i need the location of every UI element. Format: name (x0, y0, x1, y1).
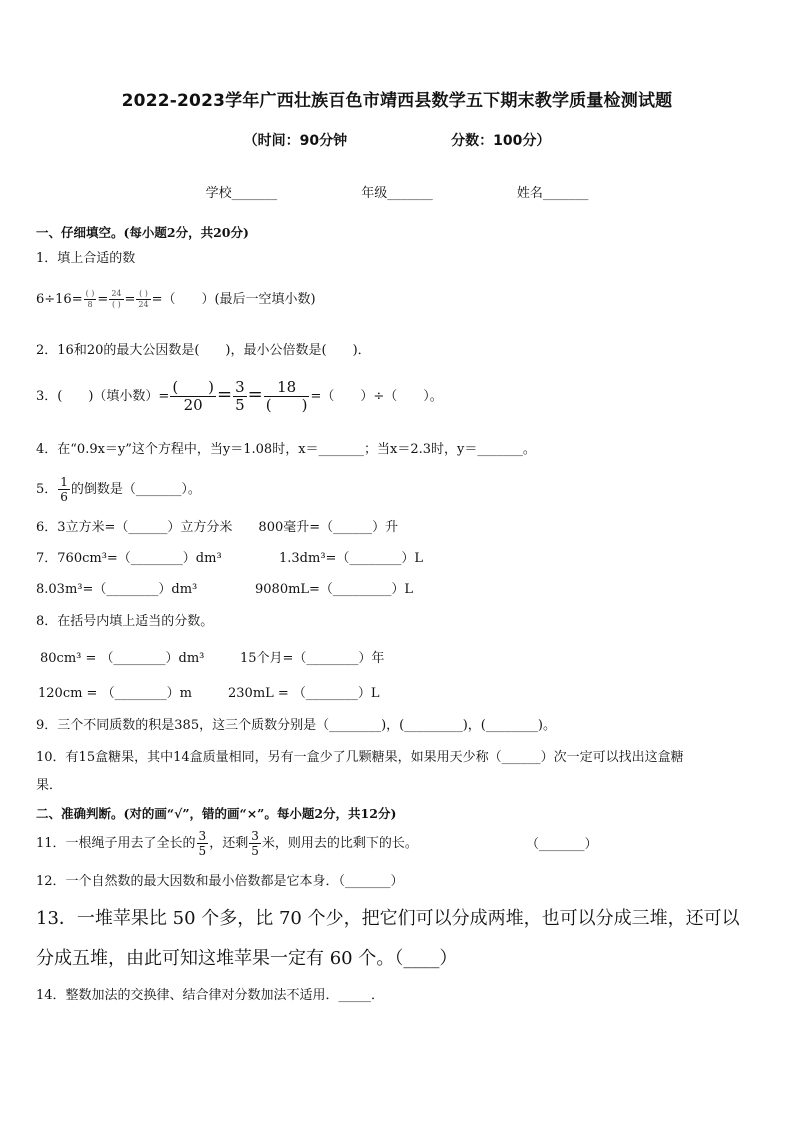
question-8-row2-right: 230mL = （________）L (228, 686, 380, 701)
q11-mid: ，还剩 (209, 836, 249, 851)
page-title: 2022-2023学年广西壮族百色市靖西县数学五下期末教学质量检测试题 (121, 91, 673, 111)
question-4: 4．在“0.9x＝y”这个方程中，当y＝1.08时，x＝_______；当x＝2.3时，y＝_______。 (36, 442, 536, 457)
school-field[interactable]: 学校_______ (205, 186, 278, 201)
q3-fraction-2: $\frac{3}{5}$ (235, 378, 245, 414)
q5-fraction: $\frac{1}{6}$ (60, 475, 68, 504)
question-3: 3．( )（填小数）= $\frac{( )}{20}$ = $\frac{3}{5}$ = $\frac{18}{( )}$ =（ ）÷（ ）。 (36, 378, 443, 414)
question-11-answer-blank[interactable]: （_______） (526, 837, 598, 852)
question-7b-left: 8.03m³=（________）dm³ (36, 582, 198, 597)
question-11 (36, 830, 418, 857)
q5-suffix: 的倒数是（_______）。 (70, 482, 201, 497)
score-label: 分数：100分） (451, 133, 551, 149)
section-2-heading: 二、准确判断。(对的画“√”，错的画“×”。每小题2分，共12分) (36, 806, 397, 821)
q11-fraction-1: $\frac{3}{5}$ (198, 829, 207, 858)
q3-prefix: 3．( )（填小数）= (36, 389, 170, 404)
q1-fraction-3: $\frac{( )}{24}$ (138, 289, 149, 309)
q11-fraction-2: $\frac{3}{5}$ (251, 829, 259, 858)
grade-field[interactable]: 年级_______ (361, 186, 433, 201)
question-8-label: 8．在括号内填上适当的分数。 (36, 614, 214, 629)
time-label: （时间：90分钟 (243, 133, 348, 149)
q1-fraction-2: $\frac{24}{( )}$ (111, 289, 122, 309)
question-9: 9．三个不同质数的积是385，这三个质数分别是（________)，(_________)，(________)。 (36, 718, 556, 733)
question-14: 14．整数加法的交换律、结合律对分数加法不适用．_____． (36, 988, 385, 1003)
question-13-line1: 13．一堆苹果比 50 个多，比 70 个少，把它们可以分成两堆，也可以分成三堆，还可以 (36, 908, 740, 929)
question-10-line2: 果． (36, 778, 63, 793)
question-8-row1-left: 80cm³ = （________）dm³ (40, 651, 205, 666)
question-1-equation: 6÷16= $\frac{( )}{8}$ = $\frac{24}{( )}$ = $\frac{( )}{24}$ =（ ）(最后一空填小数) (36, 289, 316, 309)
question-8-row2-left: 120cm = （________）m (38, 686, 192, 701)
question-7a-right: 1.3dm³=（________）L (279, 551, 424, 566)
q3-fraction-3: $\frac{18}{( )}$ (265, 378, 308, 414)
section-1-heading: 一、仔细填空。(每小题2分，共20分) (36, 225, 249, 240)
q3-fraction-1: $\frac{( )}{20}$ (172, 378, 215, 414)
question-5 (36, 476, 201, 503)
question-10-line1: 10．有15盒糖果，其中14盒质量相同，另有一盒少了几颗糖果，如果用天少称（______）次一定可以找出这盒糖 (36, 750, 684, 765)
q3-suffix: =（ ）÷（ ）。 (310, 389, 443, 404)
question-6: 6．3立方米=（______）立方分米 800毫升=（______）升 (36, 520, 399, 535)
student-info (0, 182, 794, 201)
q1-fraction-1: $\frac{( )}{8}$ (85, 289, 95, 309)
q11-prefix: 11．一根绳子用去了全长的 (36, 836, 196, 851)
exam-meta (0, 130, 794, 150)
q1-suffix: =（ ）(最后一空填小数) (151, 292, 316, 307)
name-field[interactable]: 姓名_______ (516, 186, 589, 201)
question-8-row1-right: 15个月=（________）年 (240, 651, 385, 666)
question-7b-right: 9080mL=（_________）L (255, 582, 414, 597)
question-2: 2．16和20的最大公因数是( )，最小公倍数是( )． (36, 343, 371, 358)
question-7a-left: 7．760cm³=（________）dm³ (36, 551, 222, 566)
question-1-label: 1．填上合适的数 (36, 251, 136, 266)
q1-prefix: 6÷16= (36, 292, 83, 307)
question-12: 12．一个自然数的最大因数和最小倍数都是它本身．（_______） (36, 874, 404, 889)
q5-prefix: 5． (36, 482, 58, 497)
q11-suffix: 米，则用去的比剩下的长。 (261, 836, 418, 851)
question-13-line2: 分成五堆，由此可知这堆苹果一定有 60 个。（____） (36, 948, 458, 969)
